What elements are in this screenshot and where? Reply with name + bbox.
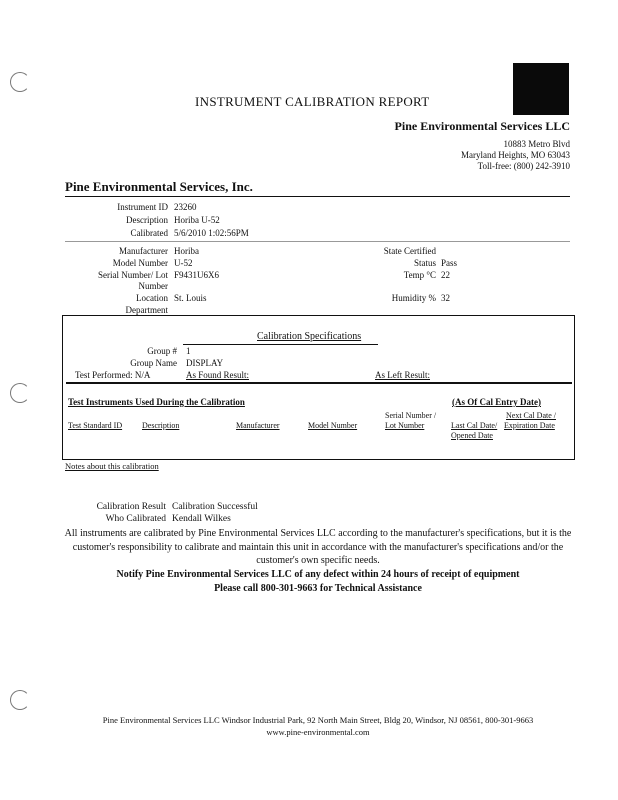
spec-title-rule xyxy=(183,344,378,345)
group-name-value: DISPLAY xyxy=(186,358,224,368)
phone: Toll-free: (800) 242-3910 xyxy=(477,161,570,171)
status-label: Status xyxy=(413,258,436,268)
spec-title: Calibration Specifications xyxy=(257,331,362,342)
temp-value: 22 xyxy=(441,270,450,280)
report-title: INSTRUMENT CALIBRATION REPORT xyxy=(195,94,430,109)
serial-label: Serial Number/ Lot xyxy=(98,270,168,280)
col-manufacturer: Manufacturer xyxy=(236,421,280,430)
serial-value: F9431U6X6 xyxy=(174,270,220,280)
instrument-id-label: Instrument ID xyxy=(117,202,168,212)
instrument-divider xyxy=(65,241,570,242)
col-last-cal: Last Cal Date/ xyxy=(451,421,498,430)
punch-hole-top xyxy=(10,72,30,92)
col-serial-top: Serial Number / xyxy=(385,411,437,420)
notify-line: Notify Pine Environmental Services LLC of any defect within 24 hours of receipt of equipment xyxy=(116,569,520,580)
address-line1: 10883 Metro Blvd xyxy=(503,139,570,149)
company-logo xyxy=(513,63,569,115)
model-label: Model Number xyxy=(112,258,168,268)
as-found-label: As Found Result: xyxy=(186,370,250,380)
call-line: Please call 800-301-9663 for Technical Assistance xyxy=(214,583,422,594)
test-instruments-title: Test Instruments Used During the Calibration xyxy=(68,397,245,407)
manufacturer-label: Manufacturer xyxy=(119,246,168,256)
calibration-result-value: Calibration Successful xyxy=(172,502,258,512)
punch-hole-bottom xyxy=(10,690,30,710)
group-name-label: Group Name xyxy=(130,358,177,368)
notes-label: Notes about this calibration xyxy=(65,461,159,471)
group-value: 1 xyxy=(186,346,191,356)
col-description: Description xyxy=(142,421,180,430)
who-calibrated-value: Kendall Wilkes xyxy=(172,514,231,524)
serial-label-2: Number xyxy=(138,281,168,291)
spec-divider xyxy=(66,382,572,384)
header-company: Pine Environmental Services LLC xyxy=(394,119,570,133)
temp-label: Temp °C xyxy=(403,270,436,280)
humidity-value: 32 xyxy=(441,293,450,303)
footer-address: Pine Environmental Services LLC Windsor Industrial Park, 92 North Main Street, Bldg 20, Windsor, NJ 08561, 800-301-9663 xyxy=(102,715,534,725)
instrument-id-value: 23260 xyxy=(174,202,197,212)
group-label: Group # xyxy=(147,346,177,356)
as-of-cal-entry: (As Of Cal Entry Date) xyxy=(452,397,541,407)
status-value: Pass xyxy=(441,258,458,268)
col-opened: Opened Date xyxy=(451,431,493,440)
who-calibrated-label: Who Calibrated xyxy=(105,514,166,524)
manufacturer-value: Horiba xyxy=(174,246,199,256)
calibrated-value: 5/6/2010 1:02:56PM xyxy=(174,228,249,238)
description-value: Horiba U-52 xyxy=(174,215,220,225)
humidity-label: Humidity % xyxy=(391,293,436,303)
col-model: Model Number xyxy=(308,421,358,430)
footer-website: www.pine-environmental.com xyxy=(266,727,370,737)
address-line2: Maryland Heights, MO 63043 xyxy=(461,150,570,160)
header-divider xyxy=(65,196,570,197)
company-name: Pine Environmental Services, Inc. xyxy=(65,179,253,194)
col-std-id: Test Standard ID xyxy=(68,421,123,430)
punch-hole-middle xyxy=(10,383,30,403)
model-value: U-52 xyxy=(174,258,193,268)
description-label: Description xyxy=(126,215,168,225)
test-performed: Test Performed: N/A xyxy=(75,370,151,380)
department-label: Department xyxy=(125,305,168,315)
location-label: Location xyxy=(136,293,168,303)
location-value: St. Louis xyxy=(174,293,207,303)
disclaimer: All instruments are calibrated by Pine Environmental Services LLC according to the manufacturer's specifications, but it is the customer's responsibility to calibrate and maintain this unit in accordance with the manufacturer's specifications and/or the customer's own specific needs. xyxy=(64,528,572,566)
calibration-result-label: Calibration Result xyxy=(96,502,166,512)
state-certified-label: State Certified xyxy=(383,246,436,256)
col-expiration: Expiration Date xyxy=(504,421,555,430)
as-left-label: As Left Result: xyxy=(375,370,430,380)
col-next-cal: Next Cal Date / xyxy=(506,411,556,420)
col-serial-bottom: Lot Number xyxy=(385,421,425,430)
calibrated-label: Calibrated xyxy=(130,228,168,238)
